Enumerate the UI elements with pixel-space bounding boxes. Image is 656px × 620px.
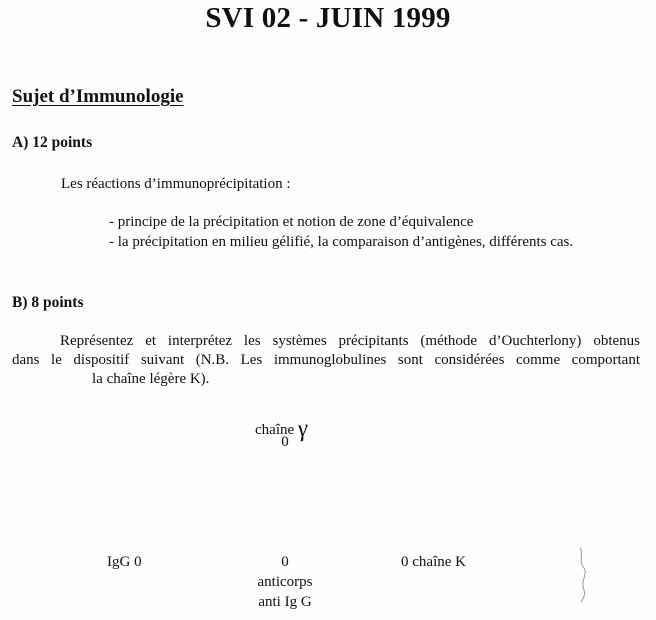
section-a-item-2: - la précipitation en milieu gélifié, la comparaison d’antigènes, différents cas.	[109, 234, 574, 250]
section-b-heading: B) 8 points	[12, 294, 84, 311]
center-well: 0	[281, 554, 289, 570]
section-b-line-2: dans le dispositif suivant (N.B. Les immunoglobulines sont considérées comme comportant	[12, 352, 640, 368]
center-well-label-1: anticorps	[257, 574, 313, 590]
section-a-heading: A) 12 points	[12, 134, 93, 151]
pencil-mark-icon	[572, 544, 592, 604]
gamma-symbol: γ	[296, 415, 309, 443]
center-well-label-2: anti Ig G	[258, 594, 312, 610]
section-a-intro: Les réactions d’immunoprécipitation :	[61, 176, 291, 192]
top-well-chain-text: chaîne	[255, 422, 295, 438]
section-b-line-1: Représentez et interprétez les systèmes précipitants (méthode d’Ouchterlony) obtenus	[60, 333, 640, 349]
subject-title: Sujet d’Immunologie	[12, 86, 184, 107]
section-a-item-1: - principe de la précipitation et notion de zone d’équivalence	[109, 214, 474, 230]
section-b-paragraph	[12, 332, 640, 389]
right-well-label: 0 chaîne K	[401, 554, 466, 570]
page-title: SVI 02 - JUIN 1999	[205, 2, 451, 34]
left-well-label: IgG 0	[107, 554, 142, 570]
section-b-line-3: la chaîne légère K).	[92, 371, 210, 387]
top-well: 0	[281, 434, 289, 450]
